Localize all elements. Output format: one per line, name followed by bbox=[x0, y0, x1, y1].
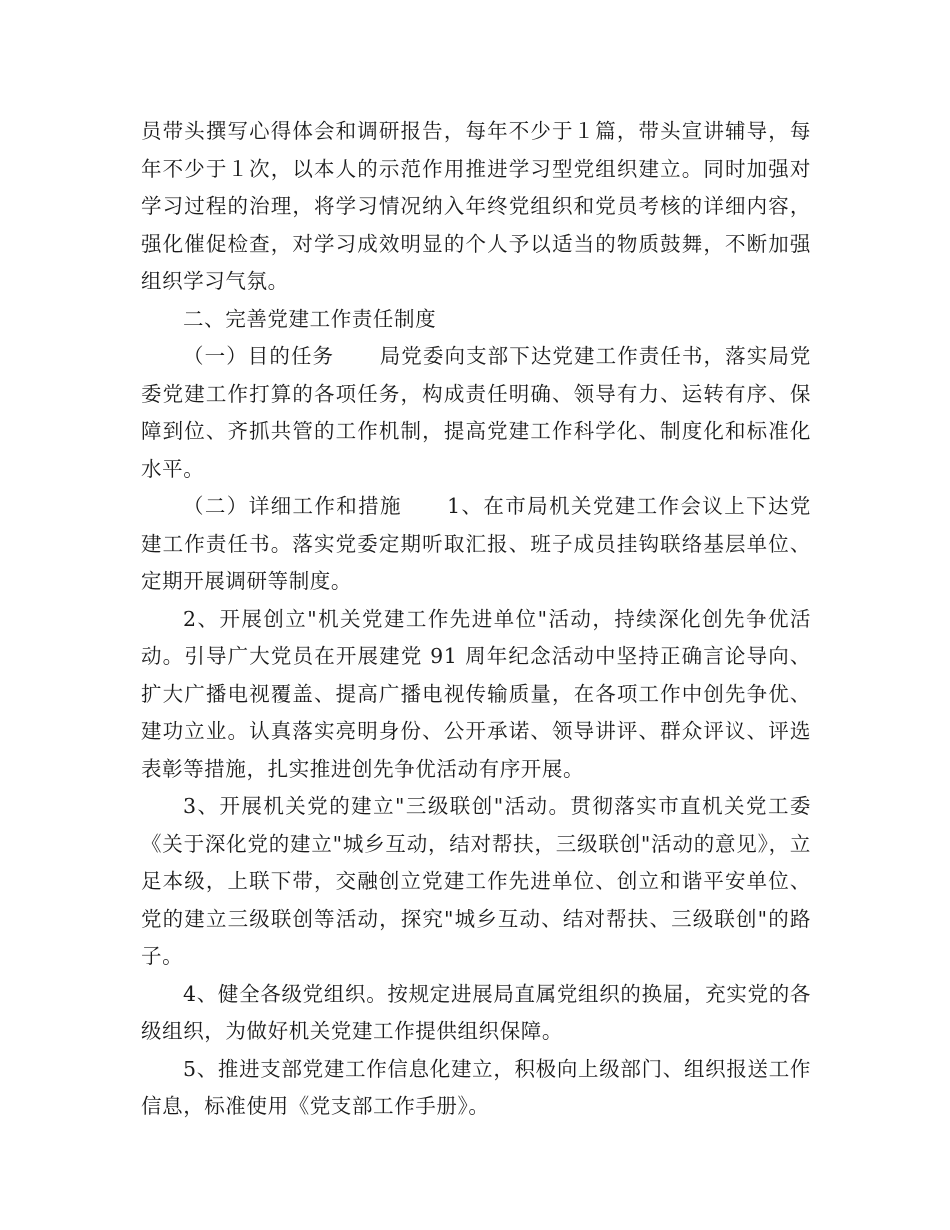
subsection-lead-measures: （二）详细工作和措施 bbox=[183, 494, 402, 518]
document-body bbox=[141, 113, 811, 1126]
paragraph-measures bbox=[141, 488, 811, 601]
paragraph-continued-text: 员带头撰写心得体会和调研报告，每年不少于１篇，带头宣讲辅导，每年不少于１次，以本人的示范作用推进学习型党组织建立。同时加强对学习过程的治理，将学习情况纳入年终党组织和党员考核的详细内容，强化催促检查，对学习成效明显的个人予以适当的物质鼓舞，不断加强组织学习气氛。 bbox=[141, 119, 811, 293]
paragraph-item-4: 4、健全各级党组织。按规定进展局直属党组织的换届，充实党的各级组织，为做好机关党建工作提供组织保障。 bbox=[141, 981, 811, 1043]
paragraph-item-5: 5、推进支部党建工作信息化建立，积极向上级部门、组织报送工作信息，标准使用《党支部工作手册》。 bbox=[141, 1056, 811, 1118]
paragraph-text: 1、在市局机关党建工作会议上下达党建工作责任书。落实党委定期听取汇报、班子成员挂钩联络基层单位、定期开展调研等制度。 bbox=[141, 494, 812, 593]
subsection-lead-objectives: （一）目的任务 bbox=[183, 344, 335, 368]
section-heading: 二、完善党建工作责任制度 bbox=[183, 306, 437, 331]
paragraph-objectives bbox=[141, 338, 811, 488]
paragraph-item-2: 2、开展创立"机关党建工作先进单位"活动，持续深化创先争优活动。引导广大党员在开展建党 91 周年纪念活动中坚持正确言论导向、扩大广播电视覆盖、提高广播电视传输质量，在各项工作中创先争优、建功立业。认真落实亮明身份、公开承诺、领导讲评、群众评议、评选表彰等措施，扎实推进创先争优活动有序开展。 bbox=[141, 606, 811, 781]
paragraph-text: 局党委向支部下达党建工作责任书，落实局党委党建工作打算的各项任务，构成责任明确、领导有力、运转有序、保障到位、齐抓共管的工作机制，提高党建工作科学化、制度化和标准化水平。 bbox=[141, 344, 812, 481]
paragraph-item-3: 3、开展机关党的建立"三级联创"活动。贯彻落实市直机关党工委《关于深化党的建立"城乡互动，结对帮扶，三级联创"活动的意见》，立足本级，上联下带，交融创立党建工作先进单位、创立和谐平安单位、党的建立三级联创等活动，探究"城乡互动、结对帮扶、三级联创"的路子。 bbox=[141, 794, 811, 968]
